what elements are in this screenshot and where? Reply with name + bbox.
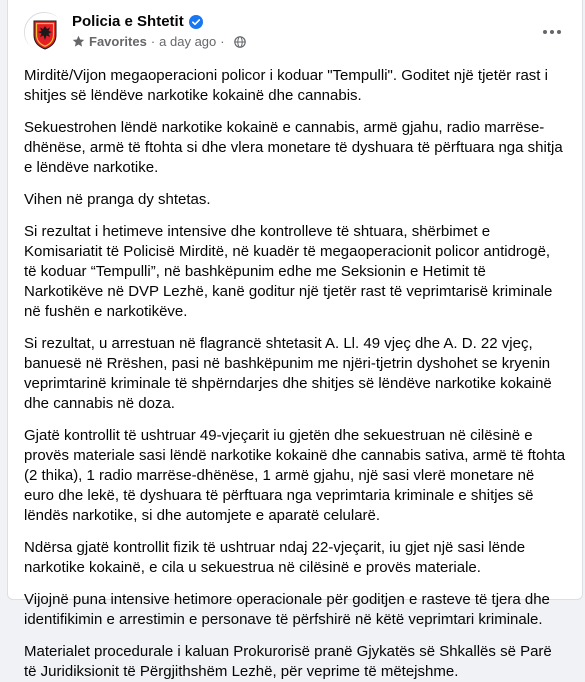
post-paragraph: Vijojnë puna intensive hetimore operacionale për goditjen e rasteve të tjera dhe identifikimin e arrestimin e personave të përfshirë në këtë veprimtari kriminale. — [24, 591, 550, 628]
post-paragraph: Vihen në pranga dy shtetas. — [24, 191, 211, 208]
star-icon — [72, 35, 85, 48]
post-paragraph: Si rezultat, u arrestuan në flagrancë shtetasit A. Ll. 49 vjeç dhe A. D. 22 vjeç, banuesë në Rrëshen, pasi në bashkëpunim me njëri-tjetrin dyshohet se kryenin veprimtarinë kriminale të shpërndarjes dhe shitjes së lëndëve narkotike kokainë dhe cannabis në doza. — [24, 335, 552, 412]
meta-separator: · — [150, 34, 156, 49]
verified-badge-icon — [189, 15, 203, 29]
post-paragraph: Gjatë kontrollit të ushtruar 49-vjeçarit iu gjetën dhe sekuestruan në cilësinë e provës materiale sasi lëndë narkotike kokainë dhe cannabis sativa, armë të ftohta (2 thika), 1 radio marrëse-dhënëse, 1 armë gjahu, një sasi vlerë monetare në euro dhe lekë, të dyshuara të përftuara nga veprimtaria kriminale e shitjes së lëndës narkotike, si dhe automjete e aparatë celularë. — [24, 427, 566, 524]
favorites-label[interactable]: Favorites — [89, 34, 147, 49]
globe-icon[interactable] — [234, 36, 246, 48]
more-options-button[interactable] — [538, 18, 566, 46]
post-paragraph: Ndërsa gjatë kontrollit fizik të ushtruar ndaj 22-vjeçarit, iu gjet një sasi lënde narkotike kokainë, e cila u sekuestrua në cilësinë e provës materiale. — [24, 539, 526, 576]
post-paragraph: Sekuestrohen lëndë narkotike kokainë e cannabis, armë gjahu, radio marrëse-dhënëse, armë të ftohta si dhe vlera monetare të dyshuara të përftuara nga shitja e lëndëve narkotike. — [24, 119, 563, 176]
meta-separator-2: · — [220, 34, 225, 49]
post-meta — [72, 34, 246, 49]
post-card — [7, 0, 583, 680]
post-paragraph: Materialet procedurale i kaluan Prokurorisë pranë Gjykatës së Shkallës së Parë të Juridiksionit të Përgjithshëm Lezhë, për veprime të mëtejshme. — [24, 643, 552, 680]
post-header — [8, 0, 582, 64]
page-name[interactable]: Policia e Shtetit — [72, 13, 184, 30]
more-horizontal-icon — [542, 29, 562, 35]
post-paragraph: Si rezultat i hetimeve intensive dhe kontrolleve të shtuara, shërbimet e Komisariatit të Policisë Mirditë, në kuadër të megaoperacionit policor antidrogë, të koduar “Tempulli”, në bashkëpunim edhe me Seksionin e Hetimit të Narkotikëve në DVP Lezhë, kanë goditur një tjetër rast të veprimtarisë kriminale në fushën e narkotikëve. — [24, 223, 553, 320]
page-name-row — [72, 13, 203, 30]
post-timestamp[interactable]: a day ago — [159, 34, 217, 49]
avatar[interactable] — [24, 12, 64, 52]
post-paragraph: Mirditë/Vijon megaoperacioni policor i koduar "Tempulli". Goditet një tjetër rast i shitjes së lëndëve narkotike kokainë dhe cannabis. — [24, 67, 548, 104]
police-emblem-icon — [25, 13, 65, 53]
post-body — [8, 64, 582, 682]
